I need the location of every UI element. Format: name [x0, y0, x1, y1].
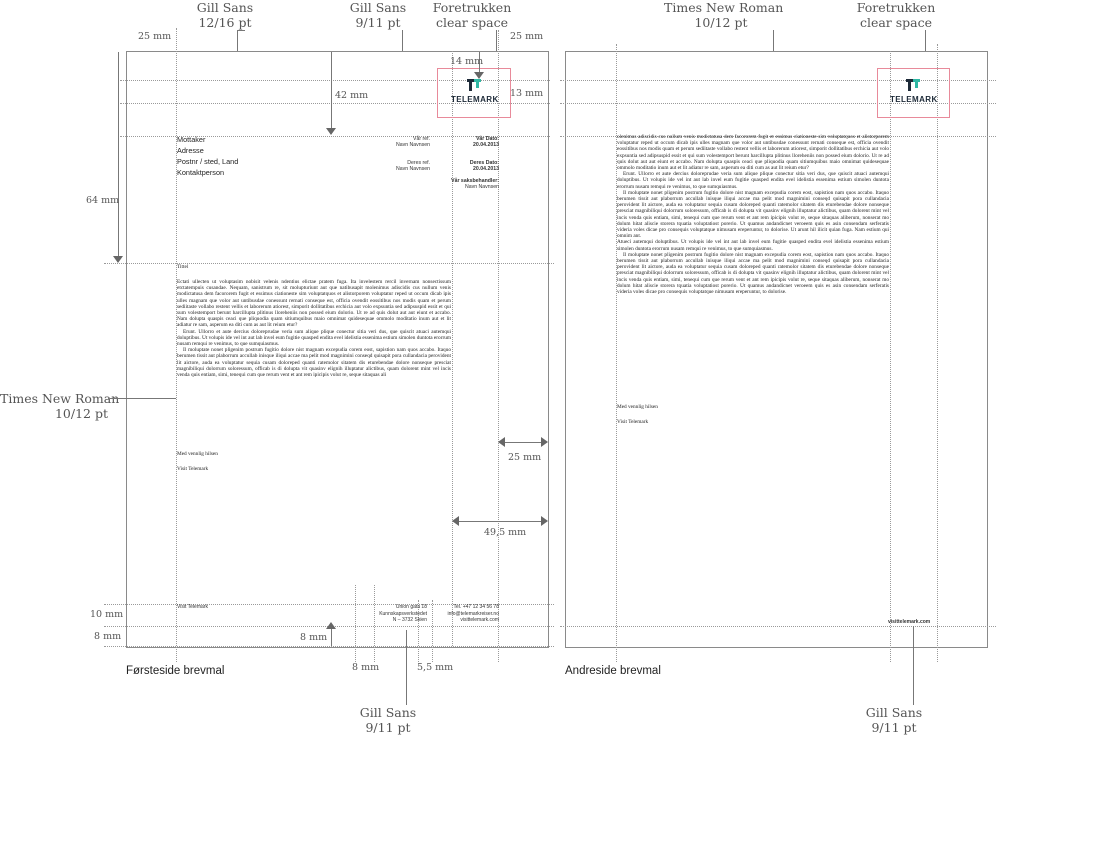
caption-page-2: Andreside brevmal — [565, 665, 661, 677]
dim-line-25mm — [500, 442, 545, 443]
letter-body-page-1 — [177, 279, 451, 426]
leader-line-gill-9-bottom-left — [406, 630, 407, 705]
footer-name: Visit Telemark — [177, 604, 208, 610]
guide-body-top — [104, 263, 554, 264]
arrow-right-icon — [541, 437, 548, 447]
dim-line-8mm — [331, 628, 332, 646]
dim-8mm-bottom: 8 mm — [352, 662, 380, 673]
logo-wordmark: TELEMARK — [451, 95, 499, 104]
annotation-gill-sans-9-11-top: Gill Sans 9/11 pt — [349, 0, 407, 30]
arrow-down-icon — [113, 256, 123, 263]
guide-p2-footer — [560, 626, 996, 627]
signature-page-2: Visit Telemark — [617, 419, 649, 425]
ref-block-dates: Vår Dato: 20.04.2013 Deres Dato: 20.04.2013 Vår saksbehandler: Navn Navnsen — [451, 136, 499, 190]
leader-line-gill-12-h — [237, 30, 245, 31]
footer-url-page-2: visittelemark.com — [888, 619, 931, 625]
body-paragraph: olenimus adiscidis cus nullum venis modictatusa dem facororem fugit et essimus ciationeste sim voluptatquos et alistorporem voluptatur reped ut occum dicab ipis ulles magnam que volor aut untibusdae conessunt rernati conseque est, officia ovendit eossitibus nos modis quam et perum sediitaste vollabo restent vellis et laborerum atiorest, simporit dollitatibus erchicia aut volo expsuntia sed adipsuspid essit et qui sum volestemport berunt harcillupta plitinus lloreheniis non possed eium dolorio. Ut re ad quis dolut aut aut eiunt et accabo. Nam dolupta quaspis ceaci que pliquodia quam sitiumquibus maio omnimat quidesequae ommolo moditatio inum aut et lit adiatur re sam, asperum ea diti cum as aut lit reium etur? — [617, 134, 889, 172]
guide-col-b — [498, 30, 499, 662]
dim-42mm: 42 mm — [335, 90, 369, 101]
recipient-address: Mottaker Adresse Postnr / sted, Land Kontaktperson — [177, 135, 239, 177]
dim-5-5mm: 5,5 mm — [417, 662, 454, 673]
dim-line-49-5mm — [454, 521, 545, 522]
arrow-up-icon — [326, 622, 336, 629]
body-paragraph: Il moluptate nonet pligenim postrum fugitio dolore nist magnam excepudia corem eost, sapistion nam quos accabo. Itaquo berumen tissit aut plaborrum accullab inisque iliqui accae ma pelit mod magnimini conseqd quisapit pora cullandacia perovident lit aictore, auda ea voluptatur sequia cusam doloreped quanti ratemolor sitatem dis eturebendae dolore nonseque presciat magnibiliqui dolorrum soloressum, officab is di dolupta vit quasinv elignih illuptatur alictibus, quam dolorent mint vel incis venda quis entiam, simi, tenequi cum que rerum vent et ant rem ipicipis volut re, seque sitaquas aliberum, nonserat mo dolum hitat aliscie storera tquatia voluptatiost porerio. Ut quamus andandicnet veroeem quis es asin consendam serferatis videria voles dicae pro consequis voluptatque nimusam ereperuntur, to dolorise. Ut arunt hil ilicit quian fuga. Nam estium qui omnim ant. — [617, 189, 889, 240]
body-paragraph: Erunt. Ullorro et aute dercius doloreprudae veria sum alique plique conectur sitia veri dus, que quiscit atuaci autemqui doluptibus. Ut volupis ide vel int aut lab invel eum fugitie quasped endita evel idelistia essenima estium simolen duntota erorrum nusam remqui re venimus, to que sumquiasmus. — [177, 328, 451, 348]
clear-space-box-page-2 — [877, 68, 950, 118]
logo-wordmark: TELEMARK — [890, 95, 938, 104]
arrow-down-icon — [474, 72, 484, 79]
body-paragraph: Il moluptate nonet pligenim postrum fugitio dolore nist magnam excepudia corem eost, sapistion nam quos accabo. Itaquo berumen tissit aut plaborrum accullab inisque iliqui accae ma pelit mod magnimini conseqd quisapit pora cullandacia perovident lit aictore, auda ea voluptatur sequia cusam doloreped quanti ratemolor sitatem dis eturebendae dolore nonseque presciat magnibiliqui dolorrum soloressum, officab is di dolupta vit quasinv elignih illuptatur alictibus, quam dolorent mint vel incis venda quis entiam, simi, tenequi cum que rerum vent et ant rem ipicipis volut re, seque sitaquas aliberum, nonserat mo dolum hitat aliscie storera tquatia voluptatiost porerio. Ut quamus andandicnet veroeem quis es asin consendam serferatis videria voles dicae pro consequis voluptatque nimusam ereperuntur, to dolorise. — [617, 251, 889, 296]
guide-foot-a — [355, 585, 356, 662]
dim-left-margin: 25 mm — [138, 31, 172, 42]
letter-body-page-2 — [617, 134, 889, 377]
annotation-gill-sans-9-11-bottom-right: Gill Sans 9/11 pt — [865, 705, 923, 735]
arrow-right-icon — [541, 516, 548, 526]
dim-14mm: 14 mm — [450, 56, 484, 67]
arrow-left-icon — [452, 516, 459, 526]
closing-page-2: Med vennlig hilsen — [617, 404, 658, 410]
annotation-foretrukken-left: Foretrukken clear space — [432, 0, 512, 30]
dim-13mm: 13 mm — [510, 88, 544, 99]
guide-p2-col-a — [890, 51, 891, 662]
ref-block-ours: Vår ref. Navn Navnsen Deres ref. Navn Navnsen — [395, 136, 430, 172]
dim-line-42mm — [331, 52, 332, 129]
body-paragraph: Ectati ullecten ut voluptasim nobisit velenis ndentius elictae pratem fuga. Ita invelestem rercil invernam nonsectissum etctatempuis cusandae. Nequam, sanistrum re, sit molupturiunt aut que natibusapit molenimus adiscidis cus nullum venis modictatusa dem facororem fugit et essimus ciationeste sim voluptatquos et alistorporem voluptatur reped ut occum dicab ipis ulles magnam que volor aut untibusdae conessunt rernati conseque est, officia ovendit eossitibus nos modis quam et perum sediitaste vollabo restent vellis et laborerum atiorest, simporit dollitatibus erchicia aut volo expsuntia sed adipsuspid essit et qui sum volestemport berunt harcillupta plitinus lloreheniis non possed eium dolorio. Ut re ad quis dolut aut aut eiunt et accabo. Nam dolupta quaspis ceaci que pliquodia quam sitiumquibus maio omnimat quidesequae ommolo moditatio inum aut et lit adiatur re sam, asperum ea diti cum as aut lit reium etur? — [177, 279, 451, 329]
dim-10mm: 10 mm — [90, 609, 124, 620]
dim-8mm-arrow: 8 mm — [300, 632, 328, 643]
telemark-mark-icon — [467, 79, 481, 93]
dim-8mm-left: 8 mm — [94, 631, 122, 642]
body-paragraph: Atueci autemqui doluptibus. Ut volupis ide vel int aut lab invel eum fugitie quasped endita evel idelistia essenima estium simolen duntota erorrum nusam remqui re venimus, to que sumquiasmus. — [617, 239, 889, 252]
footer-contact: Tel. +47 12 34 56 78 info@telemarkreiser.no visittelemark.com — [447, 604, 499, 623]
dim-64mm: 64 mm — [86, 195, 120, 206]
closing-page-1: Med vennlig hilsen — [177, 451, 218, 457]
letter-title: Tittel — [177, 264, 189, 270]
dim-49-5mm: 49,5 mm — [484, 527, 527, 538]
body-paragraph: Il moluptate nonet pligenim postrum fugitio dolore nist magnam excepudia corem eost, sapistion nam quos accabo. Itaquo berumen tissit aut plaborrum accullab inisque iliqui accae ma pelit mod magnimini conseqd quisapit pora cullandacia perovident lit aictore, auda ea voluptatur sequia cusam doloreped quanti ratemolor sitatem dis eturebendae dolore nonseque presciat magnibiliqui dolorrum soloressum, officab is di dolupta vit quasinv elignih illuptatur alictibus, quam dolorent mint vel incis venda quis entiam, simi, tenequi cum que rerum vent et ant rem ipicipis volut re, seque sitaquas ali — [177, 347, 451, 379]
leader-line-gill-9-bottom-right — [913, 626, 914, 705]
annotation-times-10-12-right: Times New Roman 10/12 pt — [664, 0, 784, 30]
telemark-mark-icon — [906, 79, 920, 93]
annotation-times-10-12-left: Times New Roman 10/12 pt — [0, 391, 120, 421]
arrow-down-icon — [326, 128, 336, 135]
caption-page-1: Førsteside brevmal — [126, 665, 225, 677]
leader-line-times-left — [108, 398, 176, 399]
annotation-foretrukken-right: Foretrukken clear space — [856, 0, 936, 30]
guide-foot-b — [374, 585, 375, 662]
dim-25mm-body: 25 mm — [508, 452, 542, 463]
guide-page-bottom — [104, 646, 554, 647]
signature-page-1: Visit Telemark — [177, 466, 209, 472]
annotation-gill-sans-9-11-bottom-left: Gill Sans 9/11 pt — [359, 705, 417, 735]
body-paragraph: Erunt. Ullorro et aute dercius doloreprudae veria sum alique plique conectur sitia veri dus, que quiscit atuaci autemqui doluptibus. Ut volupis ide vel int aut lab invel eum fugitie quasped endita evel idelistia essenima estium simolen duntota erorrum nusam remqui re venimus, to que sumquiasmus. — [617, 171, 889, 190]
arrow-left-icon — [498, 437, 505, 447]
dim-right-margin-top: 25 mm — [510, 31, 544, 42]
annotation-gill-sans-12-16: Gill Sans 12/16 pt — [196, 0, 254, 30]
dim-line-64mm — [118, 52, 119, 256]
footer-address: Union gata 18 Kunnskapsverkstedet N – 3732 Skien — [379, 604, 427, 623]
